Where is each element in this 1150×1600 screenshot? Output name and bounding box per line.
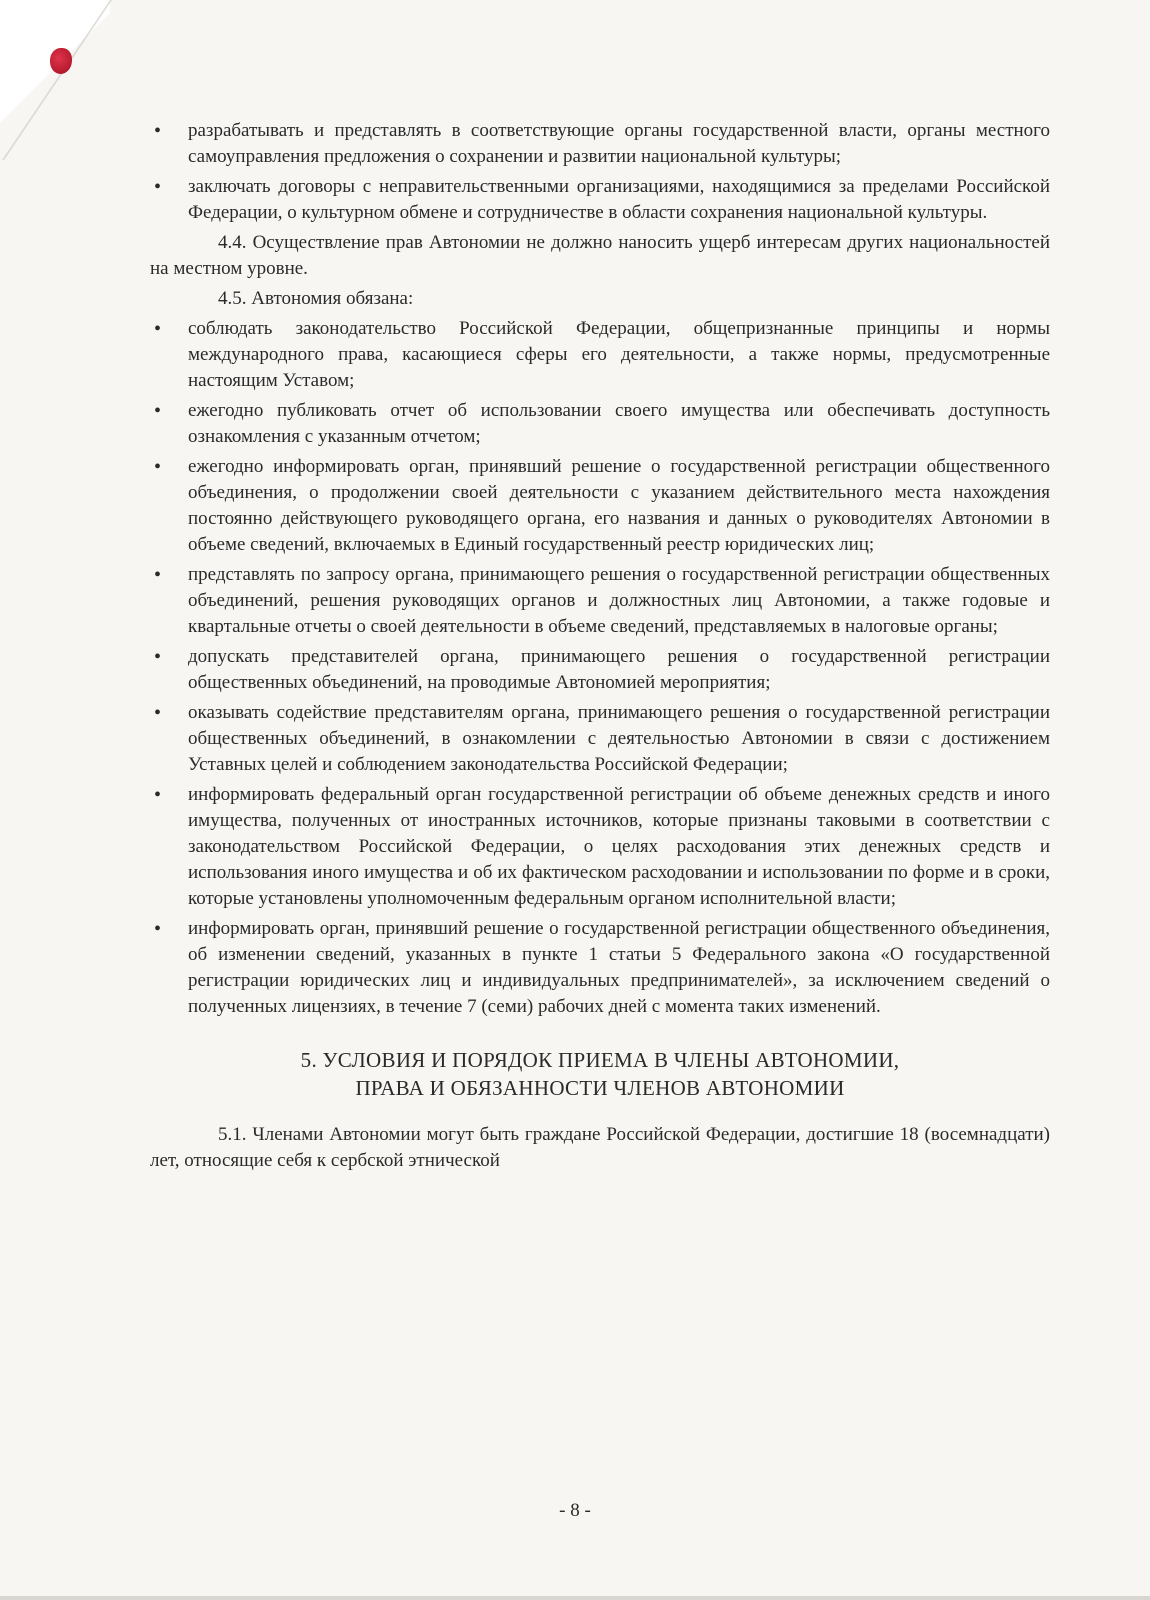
section-5-title <box>150 1046 1050 1102</box>
list-item: • информировать орган, принявший решение о государственной регистрации общественного объединения, об изменении сведений, указанных в пункте 1 статьи 5 Федерального закона «О государственной регистрации юридических лиц и индивидуальных предпринимателей», за исключением сведений о полученных лицензиях, в течение 7 (семи) рабочих дней с момента таких изменений. <box>150 916 1050 1020</box>
list-item: • ежегодно информировать орган, принявший решение о государственной регистрации общественного объединения, о продолжении своей деятельности с указанием действительного места нахождения постоянно действующего руководящего органа, его названия и данных о руководителях Автономии в объеме сведений, включаемых в Единый государственный реестр юридических лиц; <box>150 454 1050 558</box>
list-item: • ежегодно публиковать отчет об использовании своего имущества или обеспечивать доступность ознакомления с указанным отчетом; <box>150 398 1050 450</box>
bullet-list-obligations <box>150 316 1050 1020</box>
document-body <box>150 118 1050 1178</box>
page-number: - 8 - <box>559 1500 591 1521</box>
list-item: • заключать договоры с неправительственными организациями, находящимися за пределами Российской Федерации, о культурном обмене и сотрудничестве в области сохранения национальной культуры. <box>150 174 1050 226</box>
list-item: • представлять по запросу органа, принимающего решения о государственной регистрации общественных объединений, решения руководящих органов и должностных лиц Автономии, а также годовые и квартальные отчеты о своей деятельности в объеме сведений, представляемых в налоговые органы; <box>150 562 1050 640</box>
scan-bottom-edge <box>0 1596 1150 1600</box>
list-item: • допускать представителей органа, принимающего решения о государственной регистрации общественных объединений, на проводимые Автономией мероприятия; <box>150 644 1050 696</box>
list-item: • разрабатывать и представлять в соответствующие органы государственной власти, органы местного самоуправления предложения о сохранении и развитии национальной культуры; <box>150 118 1050 170</box>
section-title-line-2: ПРАВА И ОБЯЗАННОСТИ ЧЛЕНОВ АВТОНОМИИ <box>355 1076 845 1100</box>
bullet-list-rights <box>150 118 1050 226</box>
list-item: • информировать федеральный орган государственной регистрации об объеме денежных средств и иного имущества, полученных от иностранных источников, которые признаны таковыми в соответствии с законодательством Российской Федерации, о целях расходования этих денежных средств и использования иного имущества и об их фактическом расходовании и использовании по форме и в сроки, которые установлены уполномоченным федеральным органом исполнительной власти; <box>150 782 1050 912</box>
list-item: • соблюдать законодательство Российской Федерации, общепризнанные принципы и нормы международного права, касающиеся сферы его деятельности, а также нормы, предусмотренные настоящим Уставом; <box>150 316 1050 394</box>
clause-4-4: 4.4. Осуществление прав Автономии не должно наносить ущерб интересам других национальностей на местном уровне. <box>150 232 1050 279</box>
list-item: • оказывать содействие представителям органа, принимающего решения о государственной регистрации общественных объединений, в ознакомлении с деятельностью Автономии в связи с достижением Уставных целей и соблюдением законодательства Российской Федерации; <box>150 700 1050 778</box>
clause-4-5: 4.5. Автономия обязана: <box>218 288 414 309</box>
clause-5-1: 5.1. Членами Автономии могут быть граждане Российской Федерации, достигшие 18 (восемнадцати) лет, относящие себя к сербской этнической <box>150 1124 1050 1171</box>
section-title-line-1: 5. УСЛОВИЯ И ПОРЯДОК ПРИЕМА В ЧЛЕНЫ АВТОНОМИИ, <box>300 1048 900 1072</box>
